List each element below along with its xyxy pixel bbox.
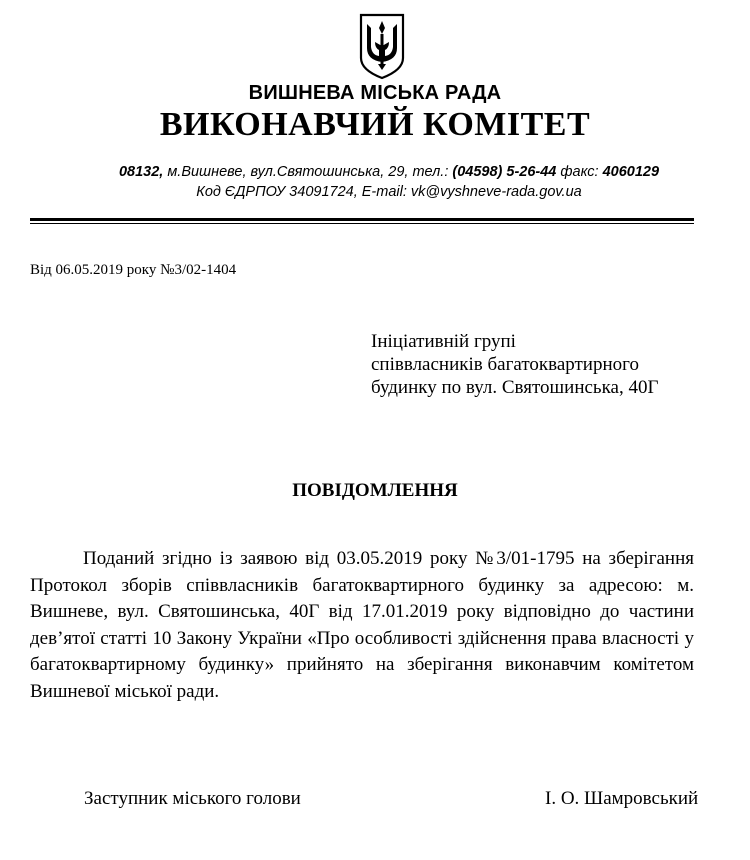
header-divider-thick (30, 218, 694, 221)
committee-name: ВИКОНАВЧИЙ КОМІТЕТ (159, 106, 591, 143)
address-line (14, 164, 750, 180)
document-title: ПОВІДОМЛЕННЯ (292, 480, 458, 501)
council-name: ВИШНЕВА МІСЬКА РАДА (248, 82, 502, 104)
trident-coat-of-arms-icon (358, 12, 406, 80)
signatory-name: І. О. Шамровський (545, 788, 699, 809)
registry-line: Код ЄДРПОУ 34091724, E-mail: vk@vyshneve-rada.gov.ua (196, 184, 582, 200)
document-reference: Від 06.05.2019 року №3/02-1404 (30, 262, 237, 278)
notice-body: Поданий згідно із заявою від 03.05.2019 року №3/01-1795 на зберігання Протокол зборів співвласників багатоквартирного будинку за адресою: м. Вишневе, вул. Святошинська, 40Г від 17.01.2019 року відповідно до частини дев’ятої статті 10 Закону України «Про особливості здійснення права власності у багатоквартирному будинку» прийнято на зберігання виконавчим комітетом Вишневої міської ради. (30, 548, 694, 702)
fax-number: 4060129 (602, 164, 660, 180)
signatory-role: Заступник міського голови (84, 788, 301, 809)
addressee-line: Ініціативній групі (371, 331, 516, 352)
addressee-line: будинку по вул. Святошинська, 40Г (371, 377, 659, 398)
postcode: 08132, (118, 164, 164, 180)
header-divider-thin (30, 223, 694, 224)
fax-label: факс: (556, 164, 603, 180)
phone-number: (04598) 5-26-44 (452, 164, 557, 180)
addressee-line: співвласників багатоквартирного (371, 354, 639, 375)
addressee-block (371, 330, 658, 399)
street-address: м.Вишневе, вул.Святошинська, 29, тел.: (163, 164, 453, 180)
